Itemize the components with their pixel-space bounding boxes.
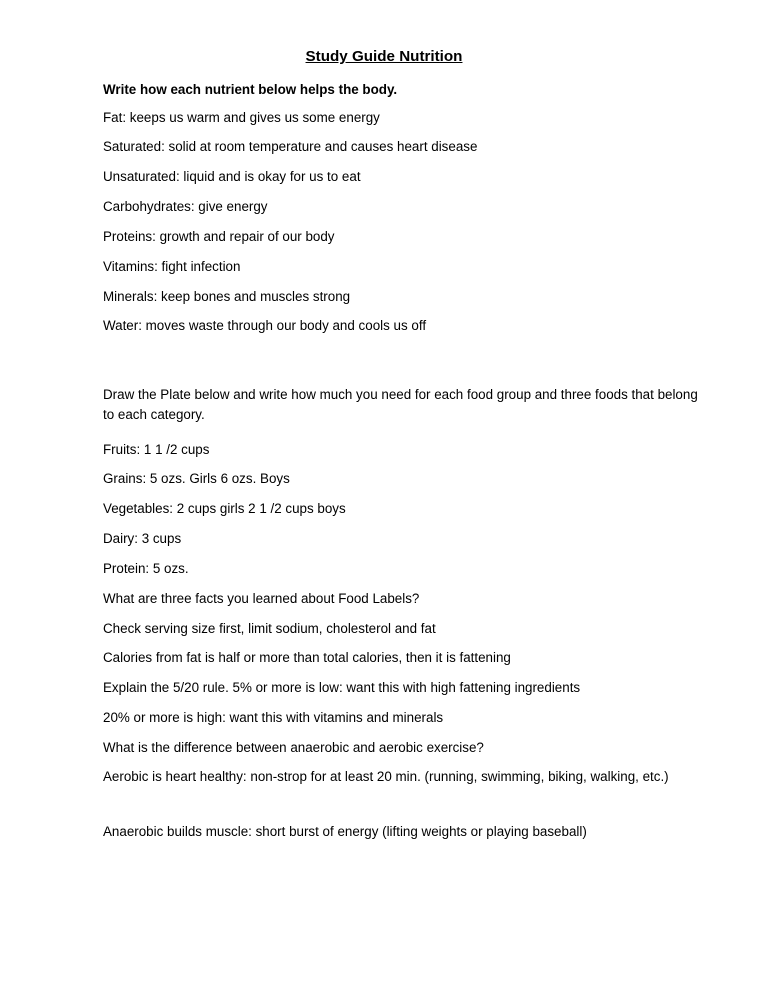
rule-5-20-question: Explain the 5/20 rule. 5% or more is low: want this with high fattening ingredients [103, 680, 581, 695]
rule-5-20-answer: 20% or more is high: want this with vitamins and minerals [103, 710, 444, 725]
nutrient-heading: Write how each nutrient below helps the body. [103, 82, 398, 97]
exercise-answer-aerobic: Aerobic is heart healthy: non-strop for at least 20 min. (running, swimming, biking, walking, etc.) [103, 769, 669, 784]
nutrient-proteins: Proteins: growth and repair of our body [103, 229, 335, 244]
exercise-question: What is the difference between anaerobic and aerobic exercise? [103, 740, 484, 755]
nutrient-vitamins: Vitamins: fight infection [103, 259, 241, 274]
food-group-vegetables: Vegetables: 2 cups girls 2 1 /2 cups boys [103, 501, 346, 516]
nutrient-water: Water: moves waste through our body and cools us off [103, 318, 427, 333]
nutrient-saturated: Saturated: solid at room temperature and causes heart disease [103, 139, 478, 154]
food-labels-answer-2: Calories from fat is half or more than total calories, then it is fattening [103, 650, 511, 665]
nutrient-minerals: Minerals: keep bones and muscles strong [103, 289, 351, 304]
food-labels-question: What are three facts you learned about Food Labels? [103, 591, 420, 606]
food-labels-answer-1: Check serving size first, limit sodium, cholesterol and fat [103, 621, 436, 636]
nutrient-unsaturated: Unsaturated: liquid and is okay for us to eat [103, 169, 361, 184]
plate-instruction: Draw the Plate below and write how much you need for each food group and three foods that belong to each category. [103, 387, 698, 422]
food-group-dairy: Dairy: 3 cups [103, 531, 182, 546]
exercise-answer-anaerobic: Anaerobic builds muscle: short burst of energy (lifting weights or playing baseball) [103, 824, 587, 839]
nutrient-carbohydrates: Carbohydrates: give energy [103, 199, 268, 214]
food-group-fruits: Fruits: 1 1 /2 cups [103, 442, 210, 457]
food-group-protein: Protein: 5 ozs. [103, 561, 189, 576]
food-group-grains: Grains: 5 ozs. Girls 6 ozs. Boys [103, 471, 290, 486]
nutrient-fat: Fat: keeps us warm and gives us some energy [103, 110, 380, 125]
page-title: Study Guide Nutrition [305, 48, 463, 65]
